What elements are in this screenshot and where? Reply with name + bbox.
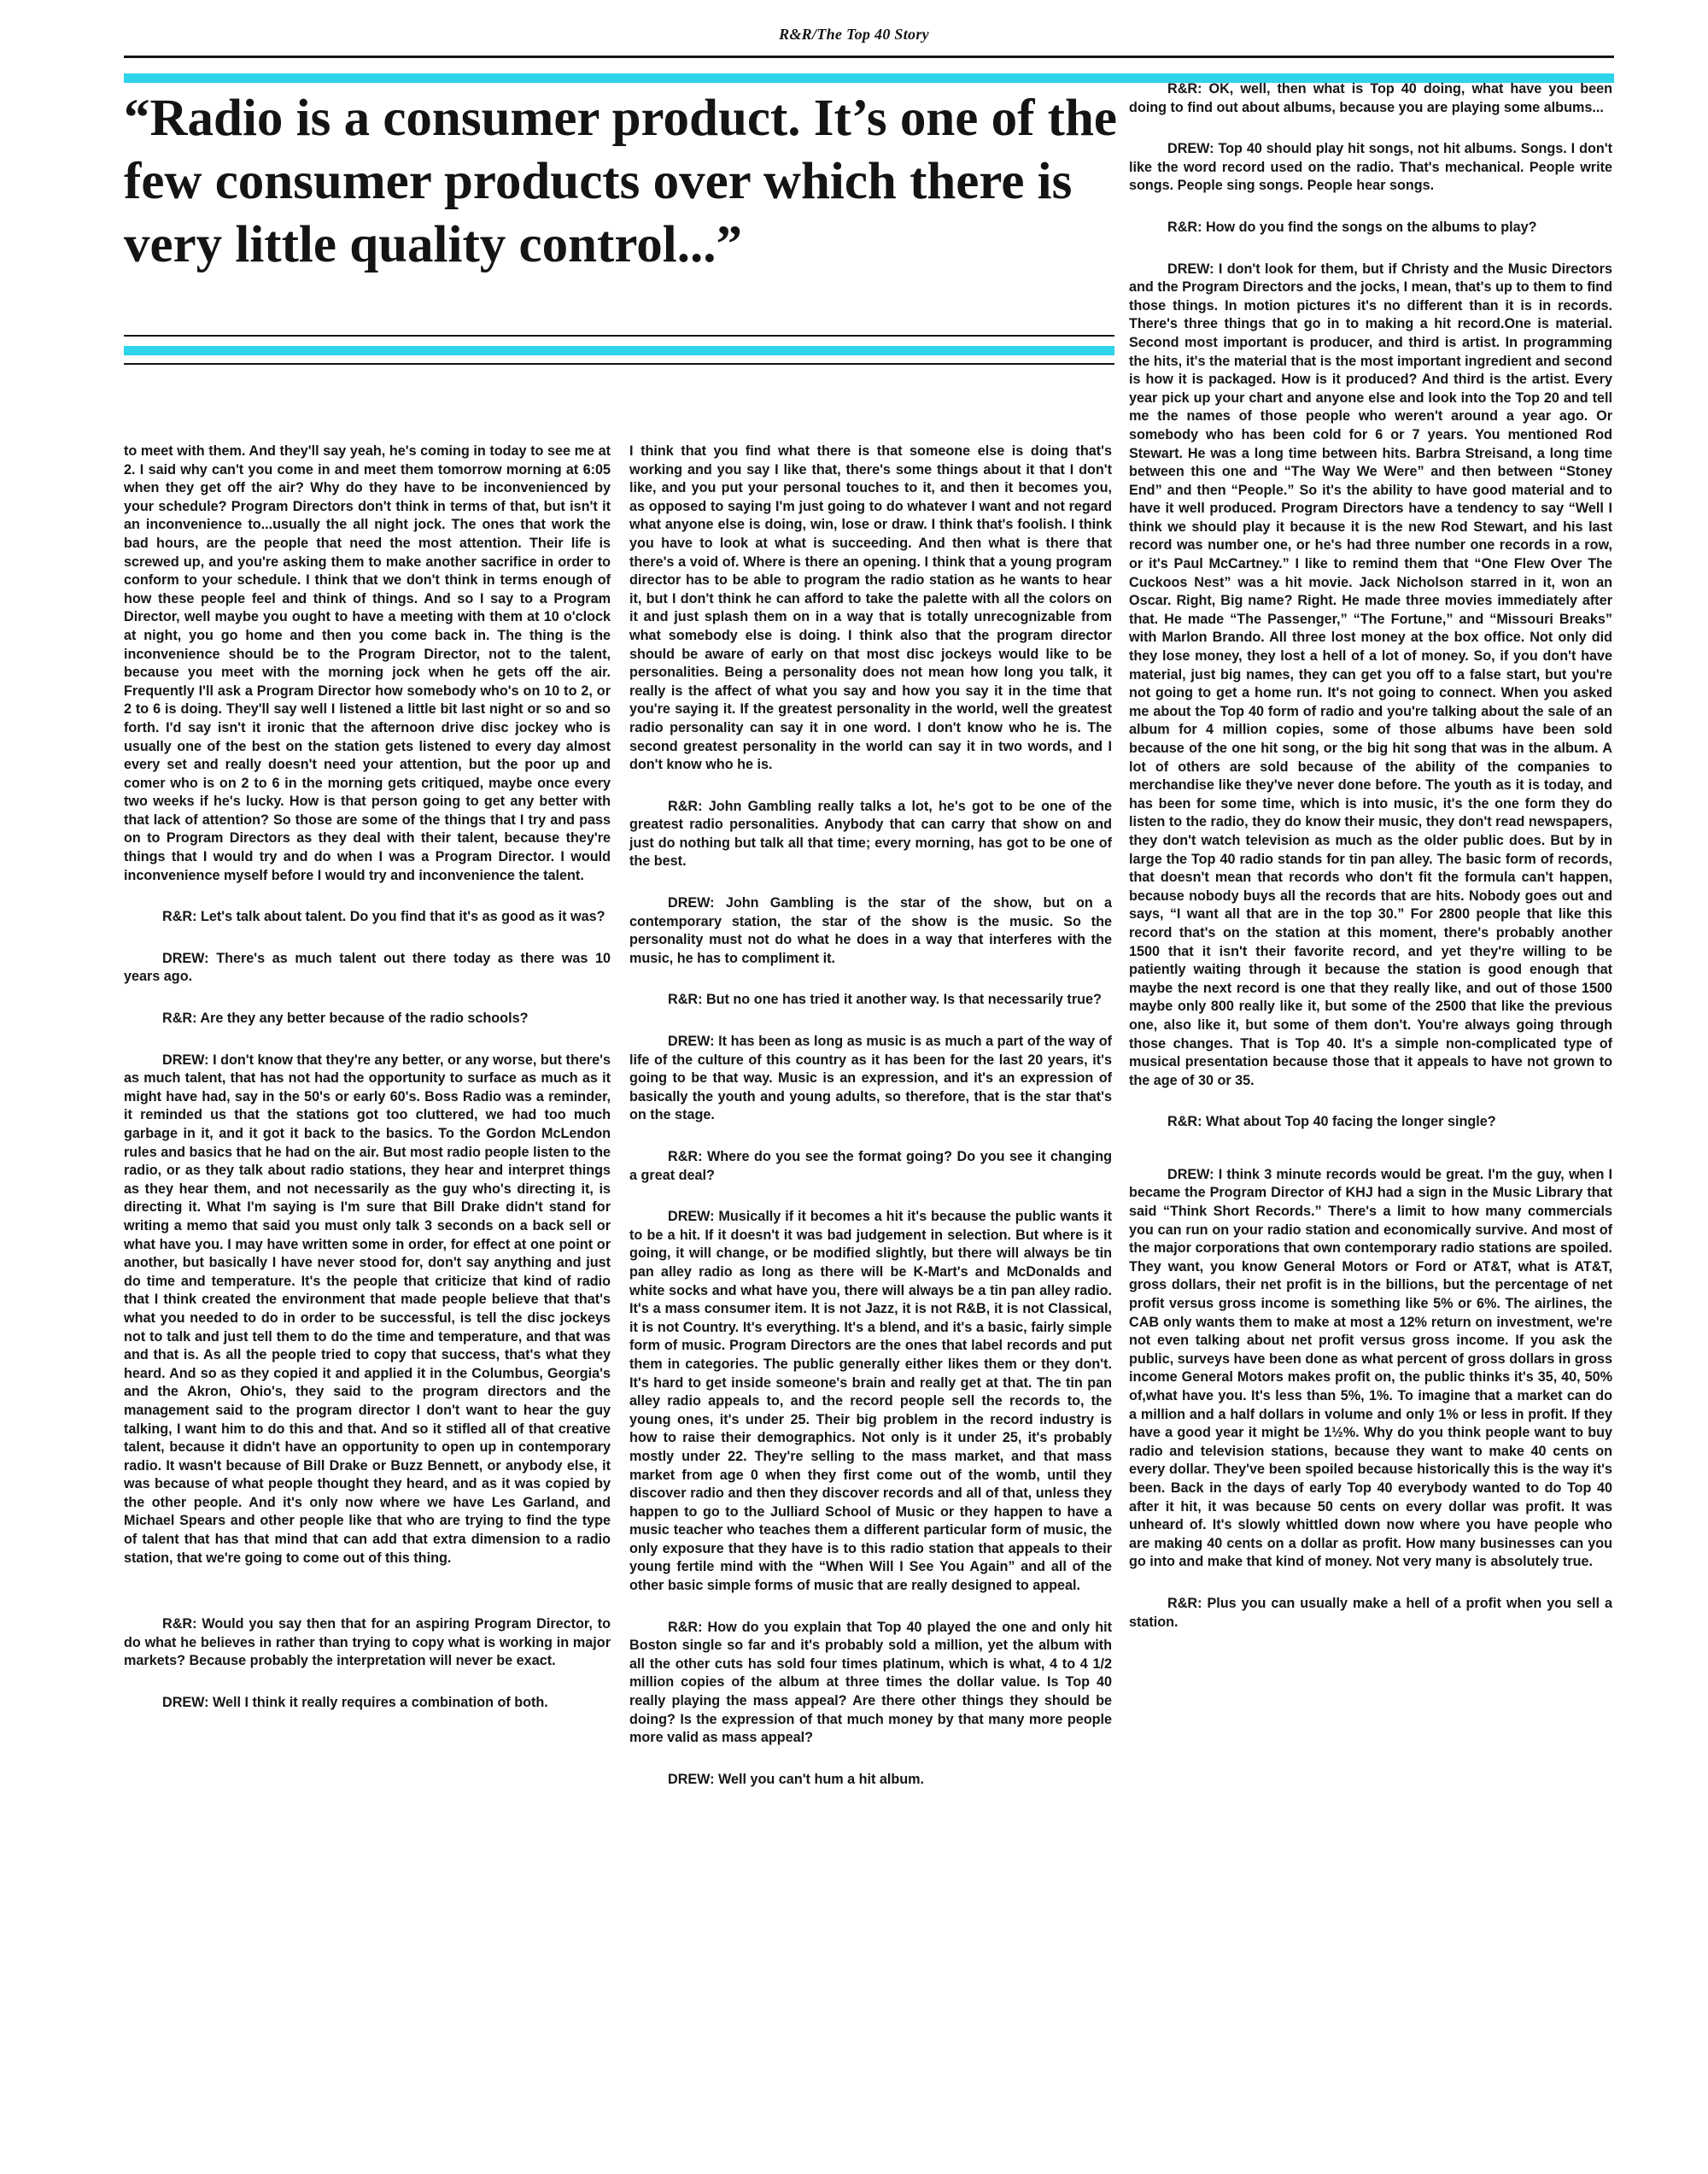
quote-rule-bottom (124, 363, 1114, 365)
paragraph: DREW: Top 40 should play hit songs, not hit albums. Songs. I don't like the word record used on the radio. That's mechanical. People write songs. People sing songs. People hear songs. (1129, 141, 1612, 194)
paragraph: R&R: How do you explain that Top 40 played the one and only hit Boston single so far and it's probably sold a million, yet the album with all the other cuts has sold four times platinum, which is what, 4 to 4 1/2 million copies of the album at three times the dollar value. Is Top 40 really playing the mass appeal? Are there other things they should be doing? Is the expression of that much money by that many more people more valid as mass appeal? (629, 1619, 1112, 1746)
paragraph: R&R: Would you say then that for an aspiring Program Director, to do what he believes in rather than trying to copy what is working in major markets? Because probably the interpretation will never be exact. (124, 1616, 611, 1669)
paragraph: R&R: How do you find the songs on the albums to play? (1167, 219, 1537, 235)
paragraph: DREW: Well I think it really requires a combination of both. (162, 1695, 548, 1711)
paragraph: R&R: Let's talk about talent. Do you find that it's as good as it was? (162, 909, 605, 925)
paragraph: R&R: John Gambling really talks a lot, he's got to be one of the greatest radio personalities. Anybody that can carry that show on and just do nothing but talk all that time; every morning, has got to be one of the best. (629, 798, 1112, 870)
pull-quote: “Radio is a consumer product. It’s one of the few consumer products over which there is very little quality control...” (124, 90, 1117, 273)
paragraph: DREW: John Gambling is the star of the show, but on a contemporary station, the star of the show is the music. So the personality must not do what he does in a way that interferes with the music, he has to compliment it. (629, 895, 1112, 966)
paragraph: R&R: What about Top 40 facing the longer single? (1167, 1114, 1496, 1130)
paragraph: DREW: It has been as long as music is as much a part of the way of life of the culture of this country as it has been for the last 20 years, it's going to be that way. Music is an expression, and it's an expression of basically the youth and young adults, so therefore, that is the star that's on the stage. (629, 1034, 1112, 1123)
paragraph: DREW: I don't know that they're any better, or any worse, but there's as much talent, that has not had the opportunity to surface as much as it might have had, say in the 50's or early 60's. Boss Radio was a reminder, it reminded us that the stations got too cluttered, we had too much garbage in it, and it got it back to the basics. To the Gordon McLendon rules and basics that he had on the air. But most radio people listen to the radio, or as they talk about radio stations, they hear and interpret things as they hear them, and not necessarily as the guy who's directing it, is directing it. What I'm saying is I'm sure that Bill Drake didn't stand for writing a memo that said you must only talk 3 seconds on a back sell or what have you. I may have written some in order, for effect at one point or another, but basically I have never stood for, don't say anything and just do time and temperature. It's the people that criticize that kind of radio that I think created the environment that made people believe that that's what you needed to do in order to be successful, is tell the disc jockeys not to talk and just tell them to do the time and temperature, and that was and that is. As all the people tried to copy that success, that's what they heard. And so as they copied it and applied it in the Columbus, Georgia's and the Akron, Ohio's, they said to the program directors and the management said to the program director I don't want to hear the guy talking, I want him to do this and that. And so it stifled all of that creative talent, because it didn't have an opportunity to open up in contemporary radio. It wasn't because of Bill Drake or Buzz Bennett, or anybody else, it was because of what people thought they heard, and as it was copied by the other people. And it's only now where we have Les Garland, and Michael Spears and other people like that who are trying to find the type of talent that has that mind that can add that extra dimension to a radio station, that we're going to come out of this thing. (124, 1052, 611, 1566)
article-column-2 (629, 442, 1112, 1789)
paragraph: R&R: But no one has tried it another way. Is that necessarily true? (668, 992, 1102, 1008)
paragraph: DREW: I don't look for them, but if Christy and the Music Directors and the Program Directors and the jocks, I mean, that's up to them to find those things. In motion pictures it's no different than it is in records. There's three things that go in to making a hit record.One is material. Second most important is producer, and third is artist. In programming the hits, it's the material that is the most important ingredient and second is how it is packaged. How is it produced? And third is the artist. Every year pick up your chart and anyone else and look into the Top 20 and tell me the names of those people who weren't around a year ago. Or somebody who has been cold for 6 or 7 years. You mentioned Rod Stewart. He was a long time between hits. Barbra Streisand, a long time between this one and “The Way We Were” and then between “Stoney End” and then “People.” So it's the ability to have good material and to have it well produced. Program Directors have a tendency to say “Well I think we should play it because it is the new Rod Stewart, and his last record was number one, or he's had three number one records in a row, or it's Paul McCartney.” I like to remind them that “One Flew Over The Cuckoos Nest” was a hit movie. Jack Nicholson starred in it, won an Oscar. Right, Big name? Right. He made three movies immediately after that. He made “The Passenger,” “The Fortune,” and “Missouri Breaks” with Marlon Brando. All three lost money at the box office. Not only did they lose money, they lost a hell of a lot of money. So, if you don't have material, just big names, they can get you off to a false start, but you're not going to get a home run. It's not going to connect. When you asked me about the Top 40 form of radio and you're talking about the sale of an album for 4 million copies, some of those albums have been sold because of the one hit song, or the big hit song that was in the album. A lot of others are sold because of the ability of the companies to merchandise like they've never done before. The youth as it is today, and has been for some time, which is into music, it's the one form they do listen to the radio, they do know their music, they don't read newspapers, they don't watch television as much as the older public does. But by in large the Top 40 radio stands for tin pan alley. The basic form of records, that doesn't mean that records who don't fit the formula can't happen, because nobody buys all the records that are hits. Nobody goes out and says, “I want all that are in the top 30.” For 2800 people that like this record that's on the station at this moment, there's probably another 1500 that it isn't their favorite record, and yet they're willing to be patiently waiting through it because the station is good enough that maybe the next record is one that they really like, and out of those 1500 maybe only 800 really like it, but some of the 2500 that like the previous one, also like it, but some of them don't. You're always going through those changes. That is Top 40. It's a simple non-complicated type of musical presentation because those that it appeals to have not grown to the age of 30 or 35. (1129, 261, 1612, 1088)
quote-color-band (124, 346, 1114, 355)
paragraph: DREW: There's as much talent out there today as there was 10 years ago. (124, 950, 611, 985)
paragraph: to meet with them. And they'll say yeah, he's coming in today to see me at 2. I said why can't you come in and meet them tomorrow morning at 6:05 when they get off the air? Why do they have to be inconvenienced by your schedule? Program Directors don't think in terms of that, but isn't it an inconvenience to...usually the all night jock. The ones that work the bad hours, are the people that need the most attention. Their life is screwed up, and you're asking them to make another sacrifice in order to conform to your schedule. I think that we don't think in terms enough of how these people feel and think of things. And so I say to a Program Director, well maybe you ought to have a meeting with them at 10 o'clock at night, you go home and then you come back in. The thing is the inconvenience should be to the Program Director, not to the talent, because you meet with the morning jock when he gets off the air. Frequently I'll ask a Program Director how somebody who's on 10 to 2, or 2 to 6 is doing. They'll say well I listened a little bit last night or so and so forth. I'd say isn't it ironic that the afternoon drive disc jockey who is usually one of the best on the station gets listened to every day almost every set and really doesn't need your attention, but the poor up and comer who is on 2 to 6 in the morning gets critiqued, maybe once every two weeks if he's lucky. How is that person going to get any better with that lack of attention? So those are some of the things that I try and pass on to Program Directors as they deal with their talent, because they're things that I would try and do when I was a Program Director. I would inconvenience myself before I would try and inconvenience the talent. (124, 443, 611, 883)
paragraph: R&R: Are they any better because of the radio schools? (162, 1011, 529, 1027)
header-rule (124, 56, 1614, 58)
paragraph: DREW: Well you can't hum a hit album. (668, 1771, 925, 1787)
paragraph: R&R: OK, well, then what is Top 40 doing, what have you been doing to find out about albums, because you are playing some albums... (1129, 81, 1612, 115)
running-title: R&R/The Top 40 Story (779, 26, 929, 43)
paragraph: I think that you find what there is that someone else is doing that's working and you say I like that, there's some things about it that I don't like, and you put your personal touches to it, and then it becomes you, as opposed to saying I'm just going to do whatever I want and not regard what anyone else is doing, win, lose or draw. I think that's foolish. I think you have to look at what is succeeding. And then what is there that there's a void of. Where is there an opening. I think that a young program director has to be able to program the radio station as he wants to hear it, but I don't think he can afford to take the palette with all the colors on it and just splash them on in a way that is totally unrecognizable from what somebody else is doing. I think also that the program director should be aware of early on that most disc jockeys would like to be personalities. Being a personality does not mean how long you talk, it really is the affect of what you say and how you say it in the time that you're saying it. If the greatest personality in the world, well the greatest radio personality can say it in one word. I don't know who he is. The second greatest personality in the world can say it in two words, and I don't know who he is. (629, 443, 1112, 773)
paragraph: DREW: Musically if it becomes a hit it's because the public wants it to be a hit. If it doesn't it was bad judgement in selection. But where is it going, it will change, or be modified slightly, but there will always be tin pan alley radio as long as there will be K-Mart's and McDonalds and white socks and what have you, there will always be a tin pan alley radio. It's a mass consumer item. It is not Jazz, it is not R&B, it is not Classical, it is not Country. It's everything. It's a blend, and it's a basic, fairly simple form of music. Program Directors are the ones that label records and put them in categories. The public generally either likes them or they don't. It's hard to get inside someone's brain and really get at that. The tin pan alley radio appeals to, and the record people sell the records to, the young ones, it's under 25. Their big problem in the record industry is how to raise their demographics. Not only is it under 25, it's probably mostly under 22. They're selling to the mass market, and that mass market from age 0 when they first come out of the womb, until they discover radio and then they discover records and all of that, unless they happen to go to the Julliard School of Music or they happen to have a music teacher who teaches them a different particular form of music, the only exposure that they have is to this radio station that appeals to their young fertile mind with the “When Will I See You Again” and all of the other basic simple forms of music that are really designed to appeal. (629, 1209, 1112, 1594)
quote-rule-top (124, 335, 1114, 337)
paragraph: R&R: Plus you can usually make a hell of a profit when you sell a station. (1129, 1595, 1612, 1630)
article-column-3 (1129, 80, 1612, 1632)
paragraph: DREW: I think 3 minute records would be great. I'm the guy, when I became the Program Director of KHJ had a sign in the Music Library that said “Think Short Records.” There's a limit to how many commercials you can run on your radio station and economically survive. And most of the major corporations that own contemporary radio stations are spoiled. They want, you know General Motors or Ford or AT&T, what is AT&T, gross dollars, their net profit is in the billions, but the percentage of net profit versus gross income is something like 5% or 6%. The airlines, the CAB only wants them to make at most a 12% return on investment, we're not even talking about net profit versus gross income. If you ask the public, surveys have been done as what percent of gross dollars in gross income General Motors makes profit on, the public thinks it's 35, 40, 50% of,what have you. It's less than 5%, 1%. To imagine that a market can do a million and a half dollars in volume and only 1% or less in profit. If they have a good year it might be 1½%. Why do you think people want to buy radio and television stations, because they want to make 40 cents on every dollar. They've been spoiled because historically this is the way it's been. Back in the days of early Top 40 everybody wanted to do Top 40 after it hit, it was because 50 cents on every dollar was profit. It was unheard of. It's slowly whittled down now where you have people who are making 40 cents on a dollar as profit. How many businesses can you go into and make that kind of money. Not very many is absolutely true. (1129, 1166, 1612, 1570)
paragraph: R&R: Where do you see the format going? Do you see it changing a great deal? (629, 1149, 1112, 1183)
article-column-1 (124, 442, 611, 1713)
